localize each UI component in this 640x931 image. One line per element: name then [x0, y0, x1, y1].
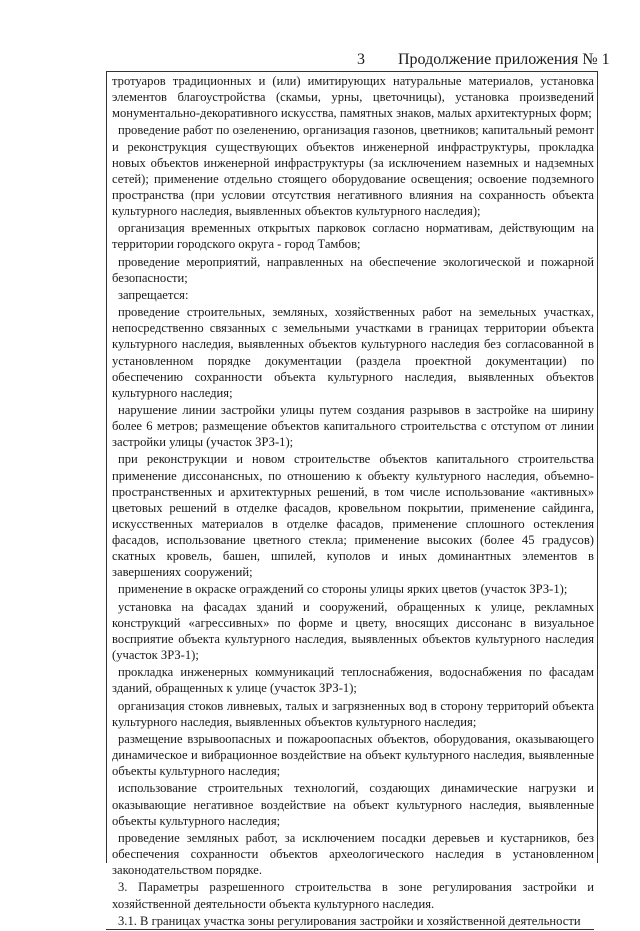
paragraph: запрещается:: [118, 287, 189, 302]
subsection-paragraph: 3.1. В границах участка зоны регулирования застройки и хозяйственной деятельности: [106, 913, 594, 930]
paragraph: проведение мероприятий, направленных на обеспечение экологической и пожарной безопасности;: [112, 254, 594, 285]
paragraph: использование строительных технологий, создающих динамические нагрузки и оказывающие негативное воздействие на объект культурного наследия, выявленные объекты культурного наследия;: [112, 781, 594, 828]
paragraph: проведение земляных работ, за исключением посадки деревьев и кустарников, без обеспечения сохранности объектов археологического наследия в установленном законодательством порядке.: [112, 830, 594, 878]
paragraph: организация стоков ливневых, талых и загрязненных вод в сторону территорий объекта культурного наследия, выявленных объектов культурного наследия;: [112, 698, 594, 729]
section-heading: 3. Параметры разрешенного строительства в зоне регулирования застройки и хозяйственной деятельности объекта культурного наследия.: [112, 880, 594, 911]
paragraph: нарушение линии застройки улицы путем создания разрывов в застройке на ширину более 6 метров; размещение объектов капитального строительства с отступом от линии застройки улицы (участок ЗРЗ-1);: [112, 403, 594, 450]
paragraph: тротуаров традиционных и (или) имитирующих натуральные материалов, установка элементов благоустройства (скамьи, урны, цветочницы), установка произведений монументально-декоративного искусства, памятных знаков, малых архитектурных форм;: [112, 74, 594, 121]
paragraph: проведение строительных, земляных, хозяйственных работ на земельных участках, непосредственно связанных с земельными участками в границах территории объекта культурного наследия, выявленных объектов культурного наследия без согласованной в установленном порядке документации (раздела проектной документации) по обеспечению сохранности объекта культурного наследия, выявленных объектов культурного наследия;: [112, 305, 594, 400]
paragraph: установка на фасадах зданий и сооружений, обращенных к улице, рекламных конструкций «агрессивных» по форме и цвету, вносящих диссонанс в визуальное восприятие объекта культурного наследия, выявленных объектов культурного наследия (участок ЗРЗ-1);: [112, 599, 594, 662]
paragraph: организация временных открытых парковок согласно нормативам, действующим на территории городского округа - город Тамбов;: [112, 221, 594, 252]
document-body: [112, 73, 594, 931]
page-header: [0, 50, 640, 70]
paragraph: применение в окраске ограждений со стороны улицы ярких цветов (участок ЗРЗ-1);: [118, 582, 568, 597]
paragraph: при реконструкции и новом строительстве объектов капитального строительства применение диссонансных, по отношению к объекту культурного наследия, объемно-пространственных и архитектурных решений, в том числе использование «активных» цветовых решений в отделке фасадов, кровельном покрытии, применение сайдинга, искусственных материалов в отделке фасадов, применение сплошного остекления фасадов, использование цветного стекла; применение высоких (более 45 градусов) скатных кровель, башен, шпилей, куполов и иных доминантных элементов в завершениях сооружений;: [112, 452, 594, 580]
appendix-label: Продолжение приложения № 1: [398, 51, 610, 68]
page-number: 3: [357, 51, 365, 68]
paragraph: прокладка инженерных коммуникаций теплоснабжения, водоснабжения по фасадам зданий, обращенных к улице (участок ЗРЗ-1);: [112, 665, 594, 696]
paragraph: размещение взрывоопасных и пожароопасных объектов, оборудования, оказывающего динамическое и вибрационное воздействие на объект культурного наследия, выявленные объекты культурного наследия;: [112, 732, 594, 779]
paragraph: проведение работ по озеленению, организация газонов, цветников; капитальный ремонт и реконструкция существующих объектов инженерной инфраструктуры, прокладка новых объектов инженерной инфраструктуры (за исключением наземных и надземных сетей); применение отдельно стоящего оборудование освещения; освоение подземного пространства (при условии отсутствия негативного влияния на сохранность объекта культурного наследия, выявленных объектов культурного наследия);: [112, 123, 594, 218]
